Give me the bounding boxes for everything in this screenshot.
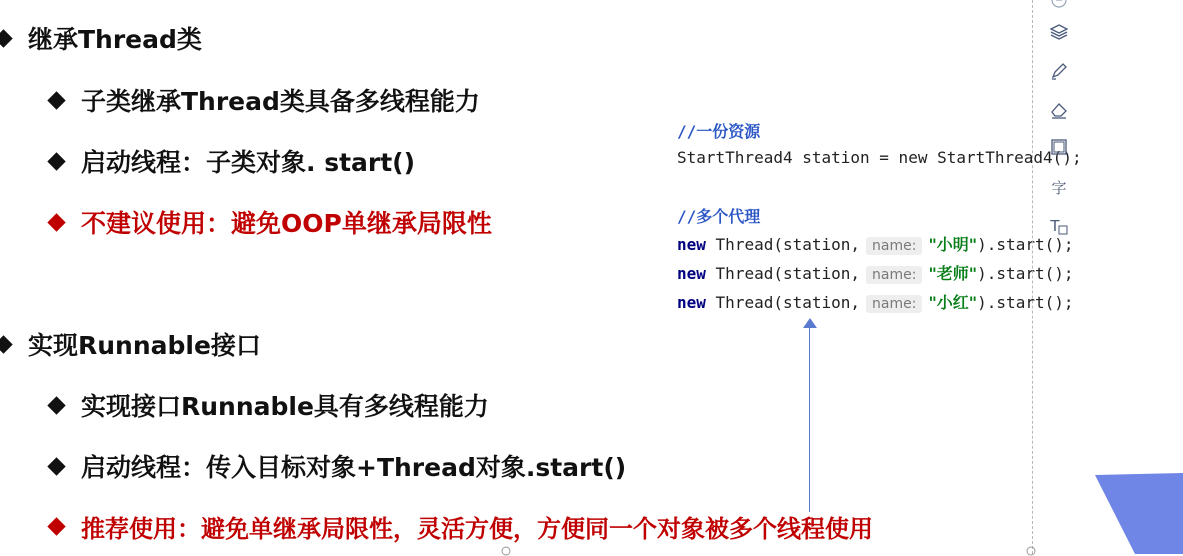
code-line-thread-3: new Thread(station, name: "小红").start();: [677, 293, 1074, 312]
diamond-bullet-icon: [47, 396, 65, 414]
bottom-handle-icon: [501, 546, 511, 556]
collapse-icon[interactable]: [1045, 0, 1073, 14]
diamond-bullet-icon: [47, 457, 65, 475]
text-box-icon[interactable]: T: [1045, 212, 1073, 240]
code-line-thread-1: new Thread(station, name: "小明").start();: [677, 235, 1074, 254]
code-comment-proxies: //多个代理: [677, 207, 761, 226]
diamond-bullet-icon: [47, 213, 65, 231]
code-line-thread-2: new Thread(station, name: "老师").start();: [677, 264, 1074, 283]
bottom-handle-icon: [1026, 546, 1036, 556]
section2-heading: 实现Runnable接口: [0, 326, 261, 362]
annotation-arrow-head-icon: [803, 318, 817, 328]
param-hint: name:: [866, 237, 922, 255]
section2-point-1: 实现接口Runnable具有多线程能力: [50, 387, 489, 423]
annotation-arrow-line: [809, 324, 810, 512]
text-icon[interactable]: 字: [1051, 178, 1067, 197]
section2-point-2: 启动线程：传入目标对象+Thread对象.start(): [50, 448, 626, 484]
code-comment-one-resource: //一份资源: [677, 122, 761, 141]
slide-edge-divider: [1032, 0, 1033, 554]
code-line-station: StartThread4 station = new StartThread4();: [677, 148, 1082, 167]
decorative-corner-shape: [1095, 473, 1183, 554]
section1-point-2: 启动线程：子类对象. start(): [50, 143, 415, 179]
section2-point-3: 推荐使用：避免单继承局限性，灵活方便，方便同一个对象被多个线程使用: [50, 509, 873, 544]
eraser-icon[interactable]: [1045, 96, 1073, 124]
diamond-bullet-icon: [47, 517, 65, 535]
section1-point-1: 子类继承Thread类具备多线程能力: [50, 82, 480, 118]
layers-icon[interactable]: [1045, 18, 1073, 46]
param-hint: name:: [866, 295, 922, 313]
diamond-bullet-icon: [0, 29, 13, 47]
param-hint: name:: [866, 266, 922, 284]
section1-heading: 继承Thread类: [0, 20, 202, 56]
section1-point-3: 不建议使用：避免OOP单继承局限性: [50, 204, 492, 240]
diamond-bullet-icon: [47, 152, 65, 170]
diamond-bullet-icon: [47, 91, 65, 109]
frame-icon[interactable]: [1045, 133, 1073, 161]
diamond-bullet-icon: [0, 335, 13, 353]
pen-icon[interactable]: [1045, 57, 1073, 85]
